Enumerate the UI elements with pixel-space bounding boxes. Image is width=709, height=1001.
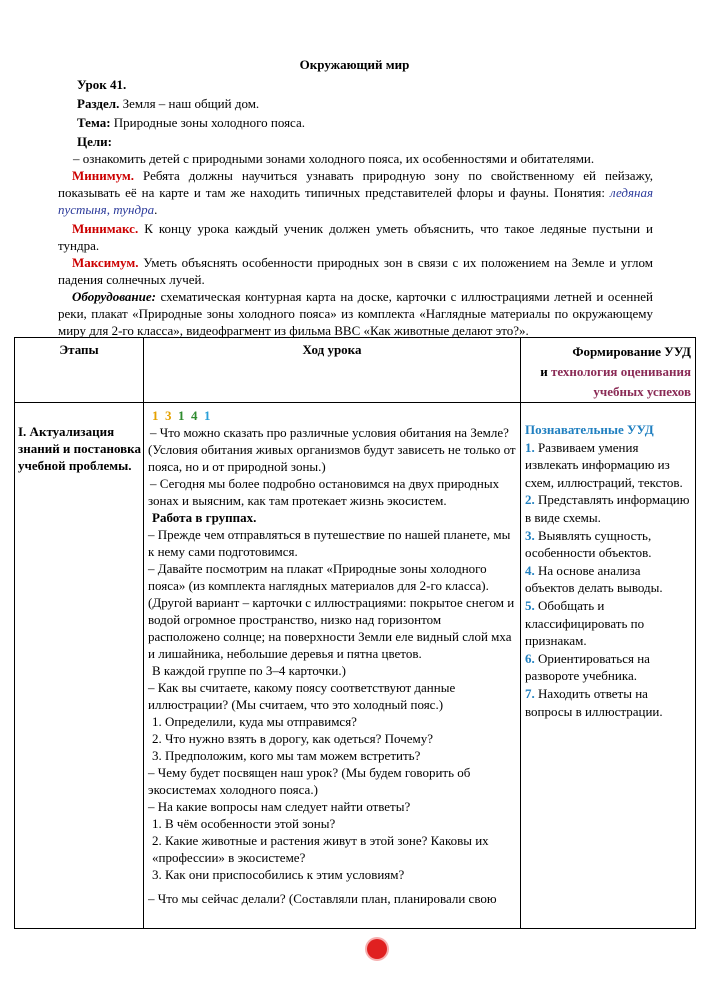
group-work-heading: Работа в группах.	[152, 510, 257, 525]
uud-item-text: Представлять информацию в виде схемы.	[525, 492, 690, 525]
minimax-label: Минимакс.	[72, 221, 139, 236]
section-text: Земля – наш общий дом.	[122, 96, 260, 111]
header-uud-line2	[521, 362, 691, 382]
minimum-text: Ребята должны научиться узнавать природную зону по свойственному ей пейзажу, показывать её на карте и там же находить типичных представителей флоры и фауны. Понятия:	[58, 168, 654, 200]
uud-item	[525, 650, 692, 685]
uud-item-number: 5.	[525, 597, 535, 613]
table-row	[15, 403, 696, 929]
course-text: 1. Определили, куда мы отправимся?	[152, 714, 357, 729]
uud-item-text: Находить ответы на вопросы в иллюстрации.	[525, 685, 663, 719]
uud-item-number: 2.	[525, 492, 535, 508]
uud-item-number: 3.	[525, 527, 535, 543]
section-line	[77, 95, 259, 112]
minimum-paragraph: Минимум. Ребята должны научиться узнавать природную зону по свойственному ей пейзажу, показывать её на карте и там же находить типичных представителей флоры и фауны. Понятия: ледяная пустыня, тундра.	[58, 168, 654, 217]
uud-item-text: Развиваем умения извлекать информацию из схем, иллюстраций, текстов.	[525, 439, 683, 490]
uud-cell	[521, 403, 696, 929]
minimax-text: К концу урока каждый ученик должен уметь объяснить, что такое ледяные пустыни и тундра.	[58, 221, 654, 253]
equipment-label: Оборудование:	[72, 289, 156, 304]
course-text: 2. Что нужно взять в дорогу, как одеться? Почему?	[152, 731, 434, 746]
topic-line	[77, 114, 305, 131]
course-text: 3. Предположим, кого мы там можем встретить?	[152, 748, 421, 763]
maximum-label: Максимум.	[72, 255, 139, 270]
course-text: 3. Как они приспособились к этим условиям?	[152, 867, 405, 882]
maximum-text: Уметь объяснять особенности природных зон в связи с их положением на Земле и углом падения солнечных лучей.	[58, 255, 653, 287]
uud-item-number: 1.	[525, 439, 535, 455]
uud-item-text: Выявлять сущность, особенности объектов.	[525, 527, 652, 561]
header-uud-line3: учебных успехов	[593, 384, 691, 399]
goals-label: Цели:	[77, 134, 112, 149]
course-text: – Прежде чем отправляться в путешествие по нашей планете, мы к нему сами подготовимся.	[148, 527, 511, 559]
section-label: Раздел.	[77, 96, 120, 111]
marker: 1	[152, 408, 159, 423]
uud-item-number: 4.	[525, 562, 535, 578]
uud-item-text: Обобщать и классифицировать по признакам.	[525, 597, 645, 649]
uud-item	[525, 527, 692, 562]
marker: 1	[178, 408, 185, 423]
header-uud	[521, 338, 696, 403]
minimum-label: Минимум.	[72, 168, 135, 183]
uud-item-text: На основе анализа объектов делать выводы.	[525, 562, 663, 596]
record-dot-icon[interactable]	[367, 939, 387, 959]
uud-item-number: 6.	[525, 650, 535, 666]
header-course: Ход урока	[144, 338, 521, 403]
uud-item	[525, 439, 692, 492]
topic-label: Тема:	[77, 115, 111, 130]
uud-item	[525, 597, 692, 650]
minimum-terms: ледяная пустыня, тундра	[58, 185, 654, 217]
equipment-text: схематическая контурная карта на доске, карточки с иллюстрациями летней и осенней реки, плакат «Природные зоны холодного пояса» из комплекта «Наглядные материалы по окружающему миру для 2-го класса», видеофрагмент из фильма BBC «Как животные делают это?».	[58, 289, 654, 338]
course-text: – Давайте посмотрим на плакат «Природные зоны холодного пояса» (из комплекта наглядных материалов для 2-го класса). (Другой вариант – карточки с иллюстрациями: покрытое снегом и водой огромное пространство, низко над горизонтом расположено солнце; на поверхности Земли еле видный слой мха и лишайника, небольшие деревья и пятна цветов.	[148, 561, 515, 661]
marker: 3	[165, 408, 172, 423]
header-uud-and: и	[540, 364, 548, 379]
topic-text: Природные зоны холодного пояса.	[113, 115, 306, 130]
marker: 4	[191, 408, 198, 423]
goal-line: – ознакомить детей с природными зонами холодного пояса, их особенностями и обитателями.	[73, 151, 595, 166]
header-stages: Этапы	[15, 338, 144, 403]
course-text: – Сегодня мы более подробно остановимся на двух природных зонах и выясним, как там протекает жизнь экосистем.	[148, 476, 500, 508]
lesson-table	[14, 337, 696, 929]
uud-item	[525, 562, 692, 597]
step-markers	[152, 407, 516, 424]
marker: 1	[204, 408, 211, 423]
stage-cell: I. Актуализация знаний и постановка учебной проблемы.	[15, 403, 144, 929]
uud-item-text: Ориентироваться на развороте учебника.	[525, 650, 650, 684]
course-text: 2. Какие животные и растения живут в этой зоне? Каковы их «профессии» в экосистеме?	[152, 833, 489, 865]
lesson-number: Урок 41.	[77, 77, 127, 92]
table-header-row	[15, 338, 696, 403]
course-text: – Что можно сказать про различные условия обитания на Земле? (Условия обитания живых организмов будут зависеть не только от пояса, но и от природной зоны.)	[148, 425, 516, 474]
course-text: – Как вы считаете, какому поясу соответствуют данные иллюстрации? (Мы считаем, что это холодный пояс.)	[148, 680, 456, 712]
course-text: В каждой группе по 3–4 карточки.)	[152, 663, 346, 678]
document-title: Окружающий мир	[299, 57, 410, 72]
course-text: – Что мы сейчас делали? (Составляли план, планировали свою	[148, 891, 497, 906]
header-uud-technology: технология оценивания	[551, 364, 691, 379]
course-text: – Чему будет посвящен наш урок? (Мы будем говорить об экосистемах холодного пояса.)	[148, 765, 471, 797]
course-cell	[144, 403, 521, 929]
uud-title: Познавательные УУД	[525, 422, 654, 437]
header-uud-line1: Формирование УУД	[572, 344, 691, 359]
equipment-paragraph	[58, 288, 653, 339]
course-text: 1. В чём особенности этой зоны?	[152, 816, 336, 831]
uud-item	[525, 685, 692, 720]
uud-item-number: 7.	[525, 685, 535, 701]
uud-item	[525, 491, 692, 526]
minimax-paragraph	[58, 220, 653, 254]
maximum-paragraph	[58, 254, 653, 288]
course-text: – На какие вопросы нам следует найти ответы?	[148, 799, 411, 814]
